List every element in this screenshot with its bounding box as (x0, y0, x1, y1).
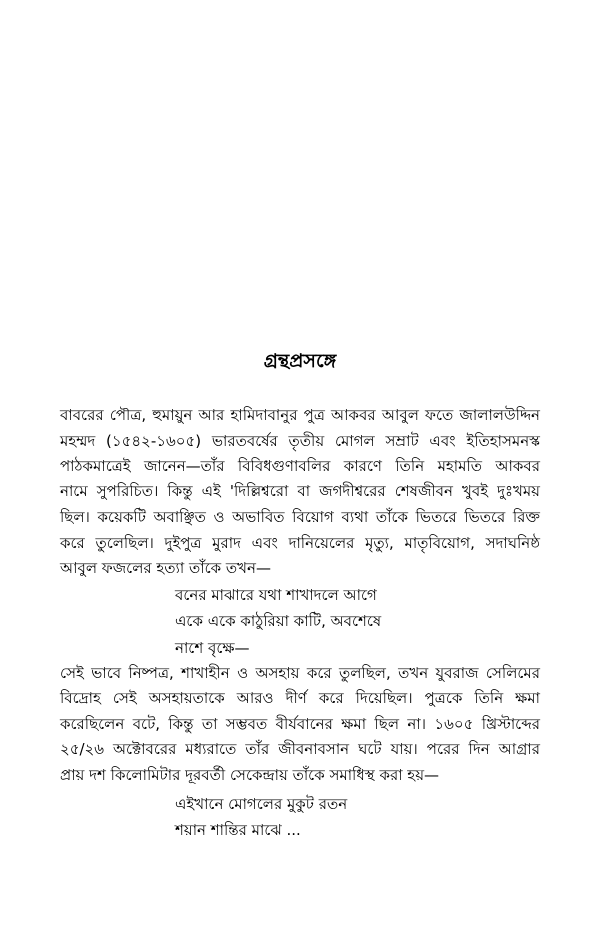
verse-line: শয়ান শান্তির মাঝে ... (175, 821, 301, 839)
paragraph-line: করে তুলেছিল। দুইপুত্র মুরাদ এবং দানিয়েলের মৃত্যু, মাতৃবিয়োগ, সদাঘনিষ্ঠ (60, 534, 540, 552)
verse-line: একে একে কাঠুরিয়া কাটি, অবশেষে (175, 612, 382, 630)
paragraph-line: প্রায় দশ কিলোমিটার দূরবর্তী সেকেন্দ্রায় তাঁকে সমাধিস্থ করা হয়— (60, 766, 440, 784)
verse-line: এইখানে মোগলের মুকুট রতন (175, 795, 348, 813)
paragraph-line: ২৫/২৬ অক্টোবরের মধ্যরাতে তাঁর জীবনাবসান ঘটে যায়। পরের দিন আগ্রার (60, 740, 540, 758)
paragraph-line: আবুল ফজলের হত্যা তাঁকে তখন— (60, 559, 271, 577)
verse-line: বনের মাঝারে যথা শাখাদলে আগে (175, 586, 377, 604)
paragraph-line: পাঠকমাত্রেই জানেন—তাঁর বিবিধগুণাবলির কারণে তিনি মহামতি আকবর (60, 457, 540, 475)
verse-line: নাশে বৃক্ষে— (175, 639, 250, 657)
paragraph-line: সেই ভাবে নিষ্পত্র, শাখাহীন ও অসহায় করে তুলছিল, তখন যুবরাজ সেলিমের (60, 664, 540, 682)
paragraph-line: বাবরের পৌত্র, হুমায়ুন আর হামিদাবানুর পুত্র আকবর আবুল ফতে জালালউদ্দিন (60, 406, 540, 424)
paragraph-line: নামে সুপরিচিত। কিন্তু এই 'দিল্লিশ্বরো বা জগদীশ্বরের শেষজীবন খুবই দুঃখময় (60, 482, 540, 500)
paragraph-line: করেছিলেন বটে, কিন্তু তা সম্ভবত বীর্যবানের ক্ষমা ছিল না। ১৬০৫ খ্রিস্টাব্দের (60, 715, 540, 733)
page-heading: গ্রন্থপ্রসঙ্গে (263, 350, 337, 372)
paragraph-line: বিদ্রোহ সেই অসহায়তাকে আরও দীর্ণ করে দিয়েছিল। পুত্রকে তিনি ক্ষমা (60, 689, 540, 707)
paragraph-line: মহম্মদ (১৫৪২-১৬০৫) ভারতবর্ষের তৃতীয় মোগল সম্রাট এবং ইতিহাসমনস্ক (60, 432, 540, 450)
paragraph-line: ছিল। কয়েকটি অবাঞ্ছিত ও অভাবিত বিয়োগ ব্যথা তাঁকে ভিতরে ভিতরে রিক্ত (60, 508, 540, 526)
